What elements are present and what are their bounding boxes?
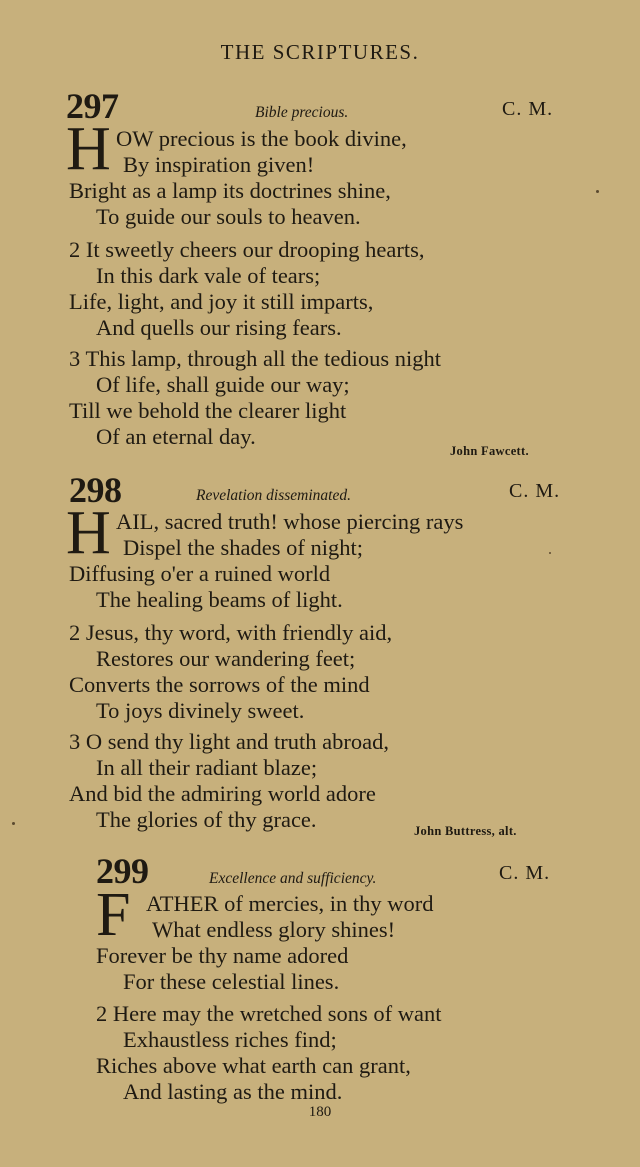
verse-line: Converts the sorrows of the mind [69, 672, 370, 697]
verse-line: The healing beams of light. [96, 587, 343, 612]
drop-cap: H [66, 115, 111, 183]
verse-line: What endless glory shines! [152, 917, 396, 942]
page-number: 180 [308, 1104, 332, 1120]
verse-line: The glories of thy grace. [96, 807, 317, 832]
verse-line: Restores our wandering feet; [96, 646, 356, 671]
verse-line: OW precious is the book divine, [116, 126, 407, 151]
hymn-meter: C. M. [502, 98, 554, 120]
verse-line: To joys divinely sweet. [96, 698, 305, 723]
verse-line: Bright as a lamp its doctrines shine, [69, 178, 391, 203]
hymn-meter: C. M. [509, 480, 561, 502]
paper-speck [549, 552, 551, 554]
page-header: THE SCRIPTURES. [220, 40, 420, 64]
hymn-author: John Buttress, alt. [414, 824, 517, 838]
verse-line: For these celestial lines. [123, 969, 340, 994]
verse-line: Forever be thy name adored [96, 943, 349, 968]
verse-line: In this dark vale of tears; [96, 263, 321, 288]
verse-line: Life, light, and joy it still imparts, [69, 289, 374, 314]
hymn-number: 297 [66, 86, 119, 126]
verse-line: Till we behold the clearer light [69, 398, 347, 423]
hymn-meter: C. M. [499, 862, 551, 884]
verse-line: Exhaustless riches find; [123, 1027, 337, 1052]
verse-line: Riches above what earth can grant, [96, 1053, 411, 1078]
verse-line: Dispel the shades of night; [123, 535, 363, 560]
verse-line: 3 This lamp, through all the tedious night [69, 346, 442, 371]
verse-line: Diffusing o'er a ruined world [69, 561, 331, 586]
verse-line: 2 It sweetly cheers our drooping hearts, [69, 237, 425, 262]
verse-line: Of an eternal day. [96, 424, 256, 449]
hymn-number: 298 [69, 470, 122, 510]
verse-line: By inspiration given! [123, 152, 315, 177]
verse-line: AIL, sacred truth! whose piercing rays [116, 509, 464, 534]
hymn-number: 299 [96, 851, 149, 891]
hymn-author: John Fawcett. [450, 444, 529, 458]
hymn-topic: Bible precious. [255, 104, 349, 121]
verse-line: 3 O send thy light and truth abroad, [69, 729, 389, 754]
verse-line: And bid the admiring world adore [69, 781, 376, 806]
verse-line: And quells our rising fears. [96, 315, 342, 340]
drop-cap: F [96, 881, 131, 949]
drop-cap: H [66, 499, 111, 567]
verse-line: To guide our souls to heaven. [96, 204, 361, 229]
paper-speck [12, 822, 15, 825]
verse-line: And lasting as the mind. [123, 1079, 343, 1104]
verse-line: 2 Here may the wretched sons of want [96, 1001, 442, 1026]
verse-line: In all their radiant blaze; [96, 755, 318, 780]
verse-line: 2 Jesus, thy word, with friendly aid, [69, 620, 393, 645]
hymn-topic: Revelation disseminated. [196, 487, 351, 504]
hymn-topic: Excellence and sufficiency. [209, 870, 377, 887]
paper-speck [596, 190, 599, 193]
verse-line: ATHER of mercies, in thy word [146, 891, 434, 916]
verse-line: Of life, shall guide our way; [96, 372, 350, 397]
